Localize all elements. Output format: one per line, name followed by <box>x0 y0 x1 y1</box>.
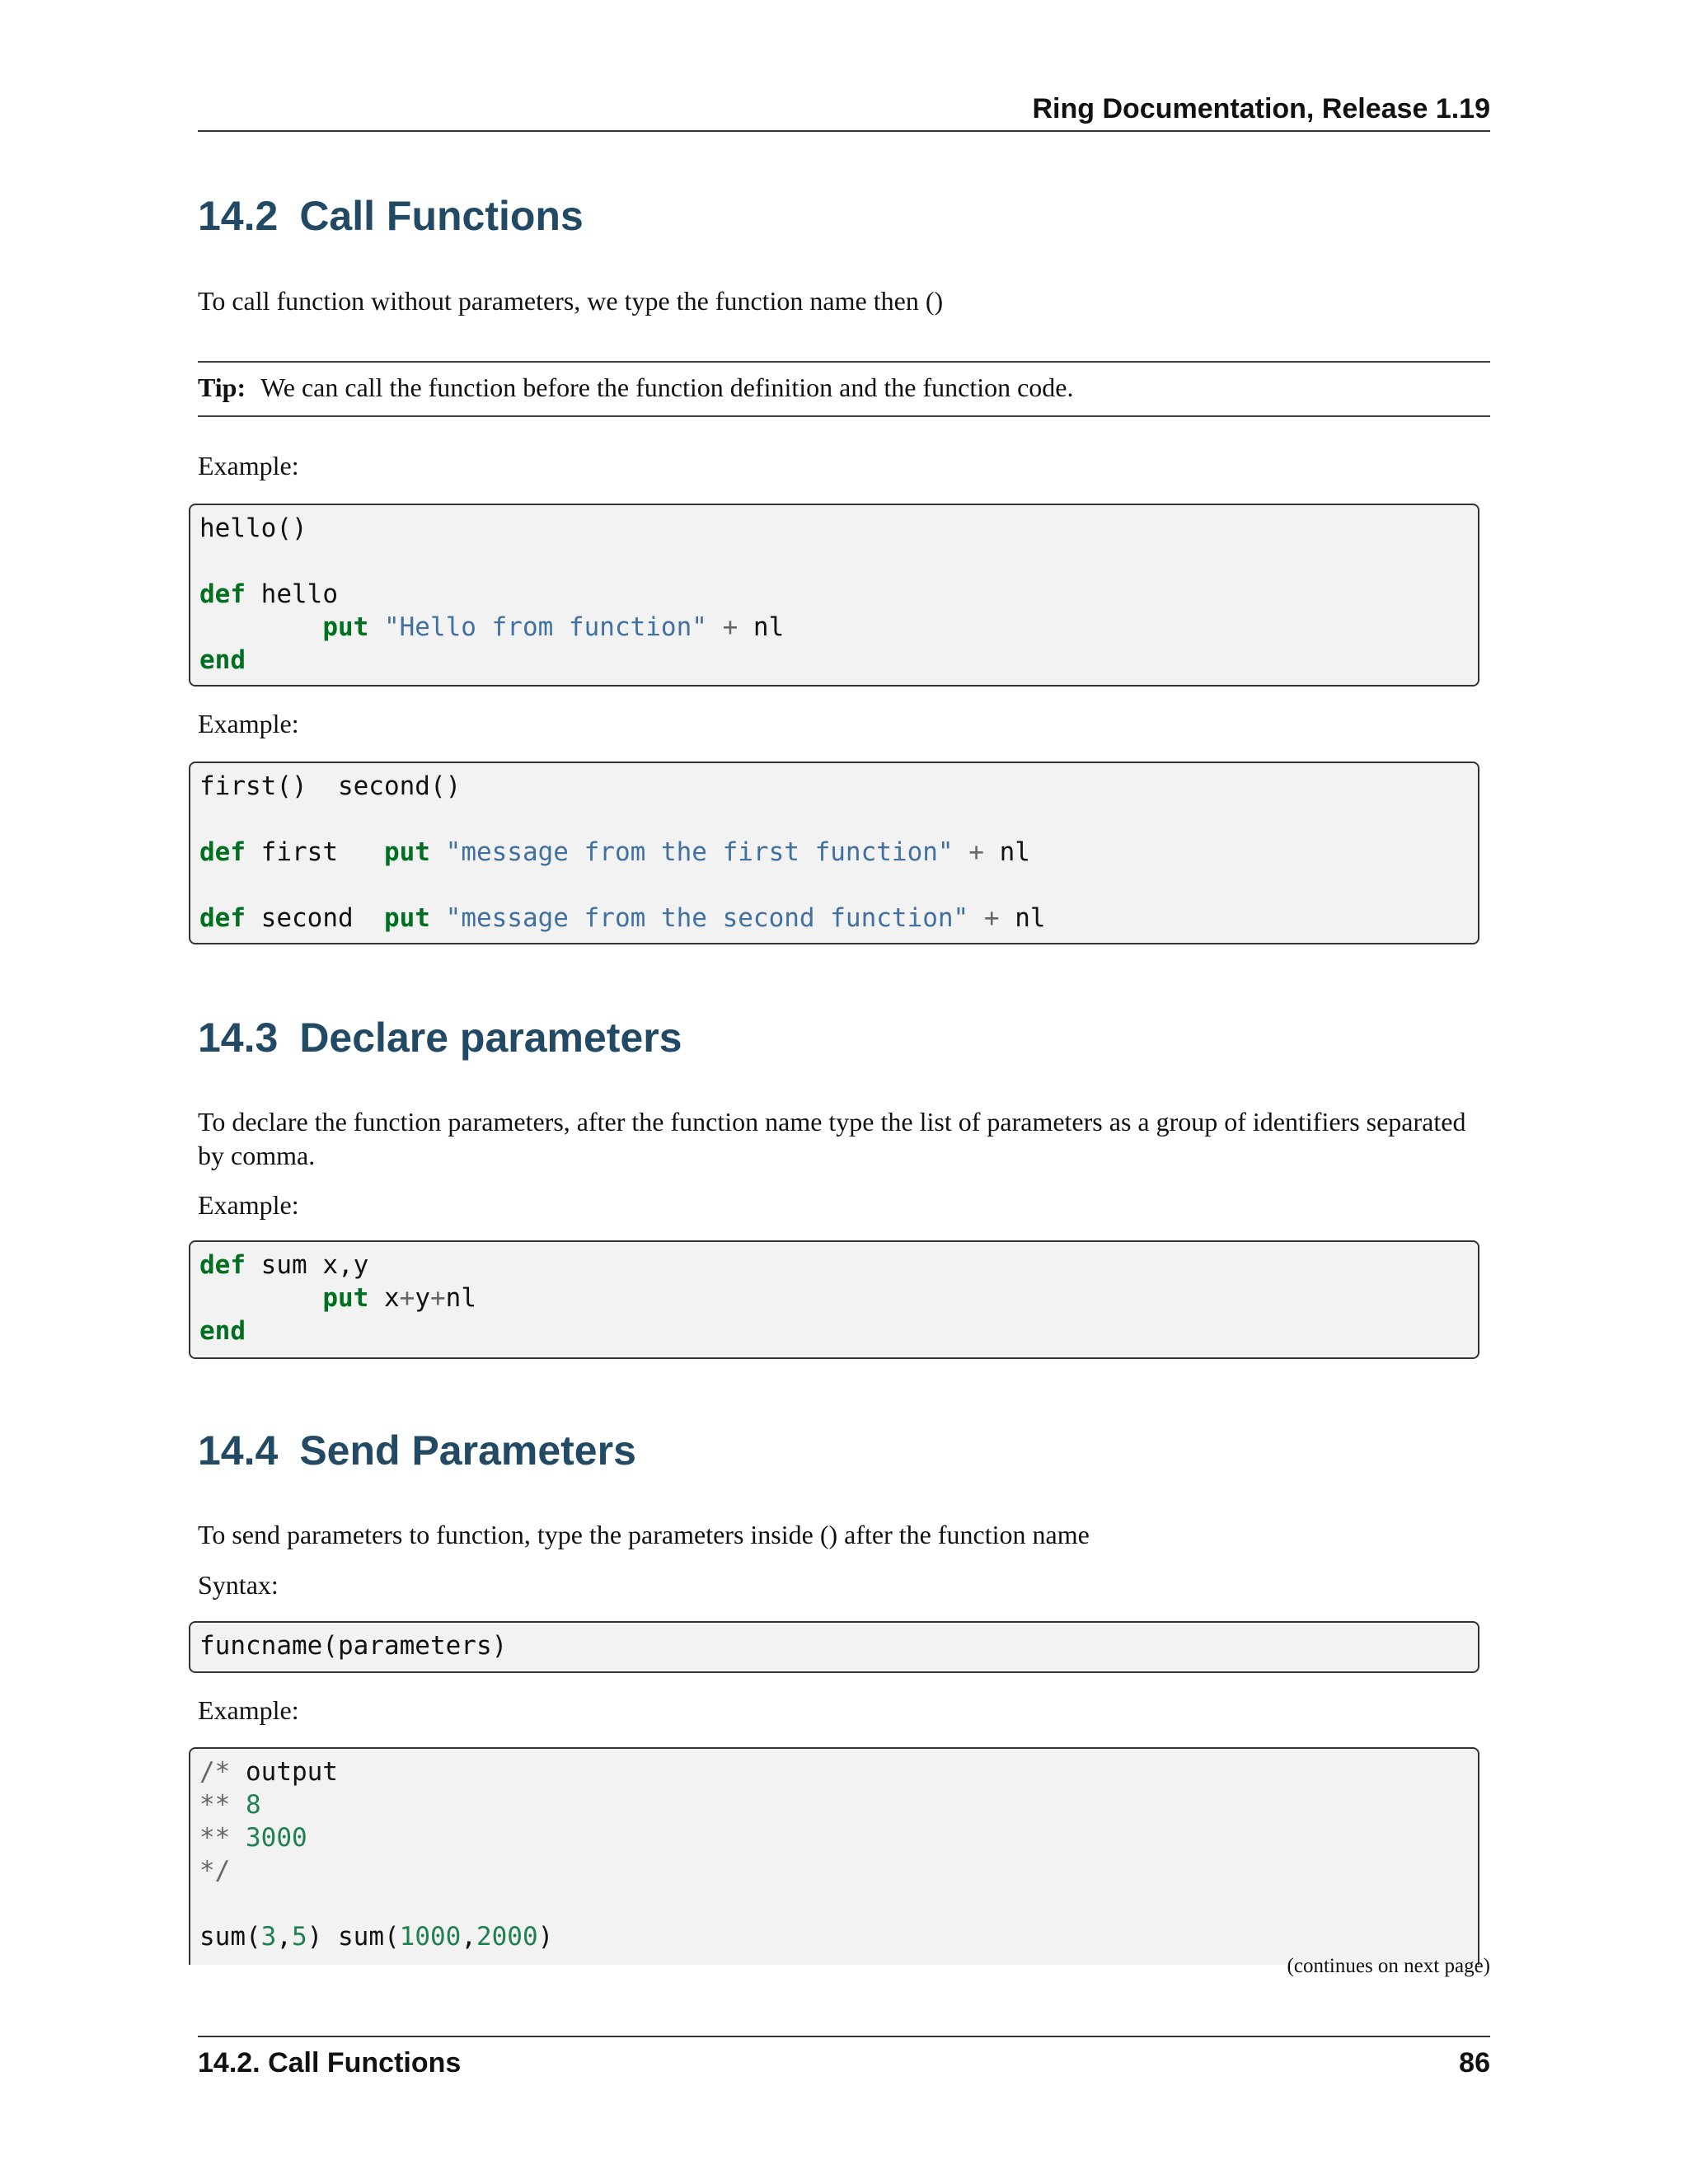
comment-delimiter: /* <box>199 1757 231 1787</box>
keyword: put <box>383 837 430 867</box>
code-text: hello <box>246 579 338 609</box>
operator: + <box>722 612 738 642</box>
keyword: end <box>199 645 246 675</box>
code-block-first-second <box>189 762 1479 944</box>
tip-text: We can call the function before the function definition and the function code. <box>260 373 1074 402</box>
code-text: nl <box>445 1283 476 1313</box>
operator: + <box>429 1283 446 1313</box>
space <box>954 837 969 867</box>
code-text: y <box>415 1283 430 1313</box>
space <box>707 612 723 642</box>
section-title: Call Functions <box>299 193 584 239</box>
tip-box <box>198 361 1490 417</box>
section-number: 14.3 <box>198 1015 279 1061</box>
code-text: ) sum( <box>307 1922 400 1952</box>
continues-note: (continues on next page) <box>1287 1955 1490 1977</box>
keyword: def <box>199 837 246 867</box>
string-literal: "message from the second function" <box>445 903 969 933</box>
code-line: hello() <box>199 513 307 543</box>
number-literal: 3 <box>260 1922 277 1952</box>
page-header <box>198 92 1490 132</box>
section-number: 14.4 <box>198 1427 279 1474</box>
declare-intro-text: To declare the function parameters, after the function name type the list of parameters as a group of identifiers separated by comma. <box>198 1107 1466 1170</box>
call-intro-text: To call function without parameters, we type the function name then () <box>198 286 944 316</box>
code-text: first <box>246 837 384 867</box>
example-label: Example: <box>198 1695 299 1725</box>
number-literal: 5 <box>292 1922 307 1952</box>
operator: ** <box>199 1823 231 1853</box>
keyword: def <box>199 579 246 609</box>
operator: + <box>399 1283 415 1313</box>
operator: + <box>968 837 984 867</box>
code-text: nl <box>738 612 785 642</box>
space <box>430 903 446 933</box>
keyword: def <box>199 903 246 933</box>
code-text: nl <box>983 837 1030 867</box>
space <box>968 903 984 933</box>
example-label: Example: <box>198 451 299 480</box>
page-footer <box>198 2036 1490 2087</box>
code-block-hello <box>189 504 1479 687</box>
section-heading-send-parameters <box>198 1426 636 1475</box>
code-text: , <box>461 1922 476 1952</box>
code-text: output <box>230 1757 338 1787</box>
section-title: Send Parameters <box>299 1427 636 1474</box>
space <box>230 1790 246 1820</box>
code-text: sum( <box>199 1922 261 1952</box>
code-block-sum-def <box>189 1240 1479 1359</box>
example-label: Example: <box>198 1190 299 1220</box>
example-label: Example: <box>198 709 299 738</box>
number-literal: 1000 <box>399 1922 462 1952</box>
tip-label: Tip: <box>198 373 246 402</box>
header-title: Ring Documentation, Release 1.19 <box>1032 93 1490 124</box>
code-block-syntax <box>189 1621 1479 1673</box>
code-block-sum-call <box>189 1747 1479 1965</box>
code-text: x <box>368 1283 400 1313</box>
number-literal: 2000 <box>476 1922 538 1952</box>
code-line: funcname(parameters) <box>199 1631 508 1661</box>
comment-delimiter: */ <box>199 1856 231 1886</box>
section-number: 14.2 <box>198 193 279 239</box>
operator: ** <box>199 1790 231 1820</box>
keyword: end <box>199 1316 246 1346</box>
section-heading-declare-parameters <box>198 1013 682 1062</box>
space <box>430 837 446 867</box>
keyword: put <box>383 903 430 933</box>
code-text: , <box>276 1922 292 1952</box>
number-literal: 8 <box>246 1790 261 1820</box>
indent <box>199 1283 322 1313</box>
code-text: sum x,y <box>246 1250 369 1280</box>
send-intro-text: To send parameters to function, type the parameters inside () after the function name <box>198 1520 1090 1549</box>
code-text: nl <box>999 903 1046 933</box>
document-page <box>198 0 1490 2184</box>
keyword: def <box>199 1250 246 1280</box>
string-literal: "message from the first function" <box>445 837 954 867</box>
number-literal: 3000 <box>246 1823 307 1853</box>
code-text: second <box>246 903 384 933</box>
indent <box>199 612 322 642</box>
code-line: first() second() <box>199 771 462 801</box>
syntax-label: Syntax: <box>198 1570 279 1600</box>
footer-section: 14.2. Call Functions <box>198 2047 462 2079</box>
space <box>230 1823 246 1853</box>
section-heading-call-functions <box>198 191 584 241</box>
keyword: put <box>322 612 369 642</box>
keyword: put <box>322 1283 369 1313</box>
operator: + <box>983 903 1000 933</box>
string-literal: "Hello from function" <box>383 612 707 642</box>
section-title: Declare parameters <box>299 1015 682 1061</box>
space <box>368 612 384 642</box>
code-text: ) <box>537 1922 554 1952</box>
page-number: 86 <box>1459 2047 1490 2079</box>
